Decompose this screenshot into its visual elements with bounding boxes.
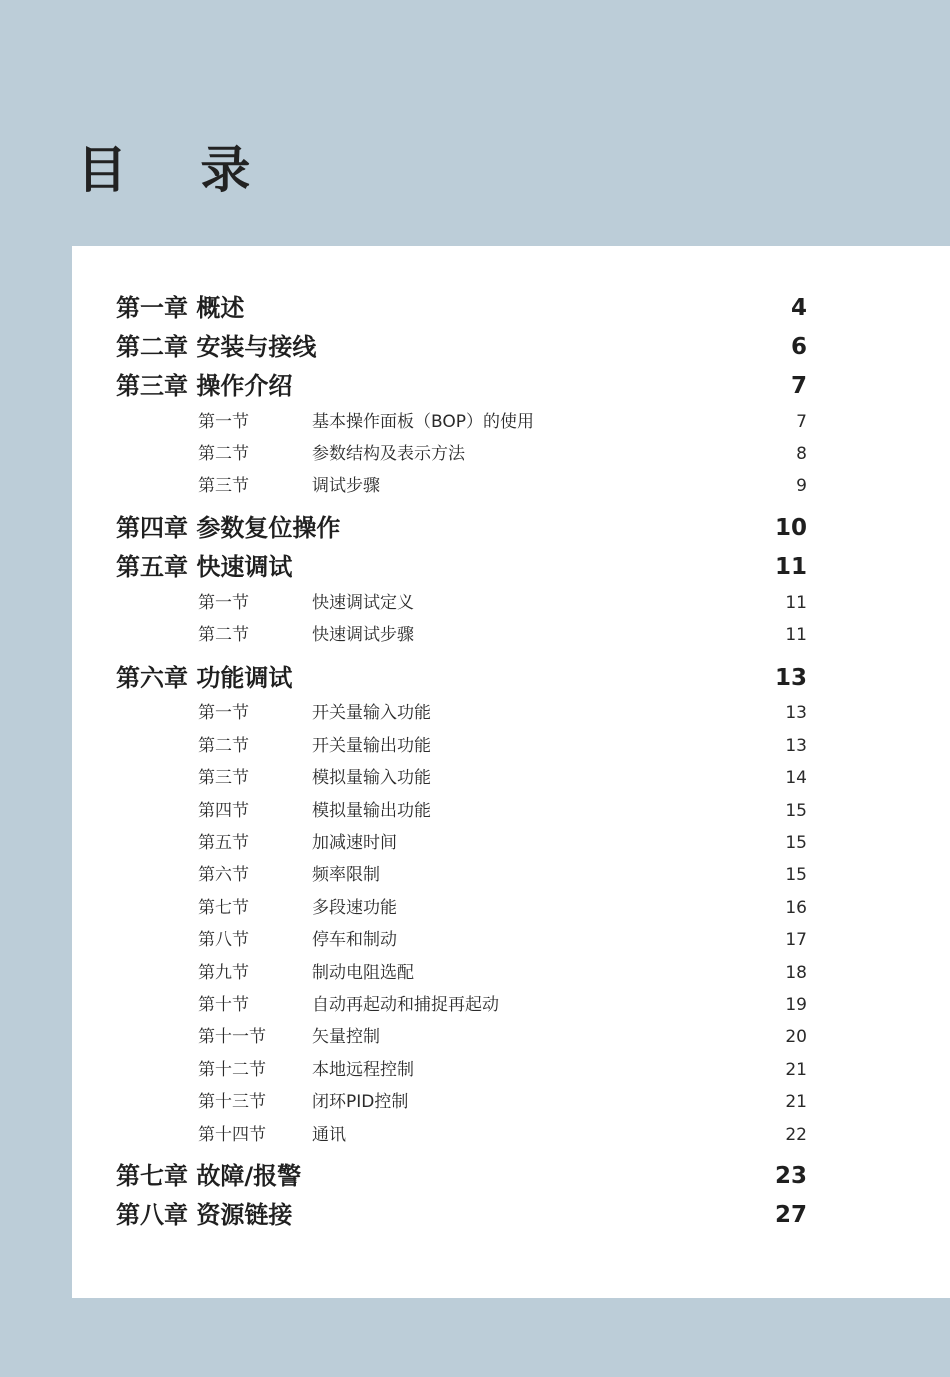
section-title: 基本操作面板（BOP）的使用 <box>312 412 534 432</box>
section-title: 矢量控制 <box>312 1027 380 1047</box>
section-page-number: 15 <box>785 801 807 821</box>
section-title: 快速调试步骤 <box>312 625 414 645</box>
section-page-number: 15 <box>785 865 807 885</box>
chapter-page-number: 13 <box>774 665 807 691</box>
section-page-number: 15 <box>785 833 807 853</box>
section-title: 开关量输出功能 <box>312 736 431 756</box>
section-label: 第十节 <box>198 995 249 1015</box>
section-title: 本地远程控制 <box>312 1060 414 1080</box>
section-label: 第七节 <box>198 898 249 918</box>
section-page-number: 21 <box>785 1060 807 1080</box>
section-title: 开关量输入功能 <box>312 703 431 723</box>
section-title: 参数结构及表示方法 <box>312 444 465 464</box>
chapter-title: 第四章 参数复位操作 <box>116 514 341 542</box>
section-label: 第二节 <box>198 444 249 464</box>
section-label: 第一节 <box>198 593 249 613</box>
section-page-number: 18 <box>785 963 807 983</box>
section-page-number: 11 <box>785 625 807 645</box>
chapter-page-number: 6 <box>790 334 807 360</box>
section-label: 第十四节 <box>198 1125 266 1145</box>
section-label: 第十一节 <box>198 1027 266 1047</box>
section-label: 第六节 <box>198 865 249 885</box>
section-title: 模拟量输入功能 <box>312 768 431 788</box>
section-page-number: 20 <box>785 1027 807 1047</box>
chapter-title: 第五章 快速调试 <box>116 553 293 581</box>
chapter-page-number: 27 <box>774 1202 807 1228</box>
section-page-number: 7 <box>796 412 807 432</box>
section-label: 第一节 <box>198 703 249 723</box>
section-title: 加减速时间 <box>312 833 397 853</box>
chapter-title: 第八章 资源链接 <box>116 1201 293 1229</box>
section-label: 第十三节 <box>198 1092 266 1112</box>
chapter-page-number: 7 <box>790 373 807 399</box>
section-title: 多段速功能 <box>312 898 397 918</box>
section-page-number: 11 <box>785 593 807 613</box>
section-label: 第十二节 <box>198 1060 266 1080</box>
section-page-number: 14 <box>785 768 807 788</box>
section-label: 第二节 <box>198 736 249 756</box>
section-title: 停车和制动 <box>312 930 397 950</box>
section-title: 模拟量输出功能 <box>312 801 431 821</box>
section-label: 第五节 <box>198 833 249 853</box>
section-page-number: 13 <box>785 736 807 756</box>
chapter-title: 第一章 概述 <box>116 294 245 322</box>
section-page-number: 21 <box>785 1092 807 1112</box>
toc-panel <box>72 246 950 1298</box>
chapter-title: 第二章 安装与接线 <box>116 333 317 361</box>
section-page-number: 22 <box>785 1125 807 1145</box>
toc-list <box>72 246 950 1298</box>
chapter-page-number: 11 <box>774 554 807 580</box>
section-title: 调试步骤 <box>312 476 380 496</box>
section-page-number: 19 <box>785 995 807 1015</box>
section-page-number: 17 <box>785 930 807 950</box>
section-title: 制动电阻选配 <box>312 963 414 983</box>
section-title: 快速调试定义 <box>312 593 414 613</box>
chapter-page-number: 23 <box>774 1163 807 1189</box>
section-label: 第九节 <box>198 963 249 983</box>
section-page-number: 16 <box>785 898 807 918</box>
section-label: 第三节 <box>198 768 249 788</box>
section-label: 第八节 <box>198 930 249 950</box>
section-page-number: 9 <box>796 476 807 496</box>
section-label: 第三节 <box>198 476 249 496</box>
section-title: 通讯 <box>312 1125 346 1145</box>
chapter-page-number: 4 <box>790 295 807 321</box>
section-page-number: 13 <box>785 703 807 723</box>
section-label: 第四节 <box>198 801 249 821</box>
section-page-number: 8 <box>796 444 807 464</box>
section-title: 频率限制 <box>312 865 380 885</box>
chapter-page-number: 10 <box>774 515 807 541</box>
chapter-title: 第七章 故障/报警 <box>116 1162 302 1190</box>
chapter-title: 第三章 操作介绍 <box>116 372 293 400</box>
section-title: 自动再起动和捕捉再起动 <box>312 995 499 1015</box>
section-label: 第一节 <box>198 412 249 432</box>
chapter-title: 第六章 功能调试 <box>116 664 293 692</box>
page-title: 目 录 <box>77 141 279 199</box>
section-label: 第二节 <box>198 625 249 645</box>
section-title: 闭环PID控制 <box>312 1092 409 1112</box>
